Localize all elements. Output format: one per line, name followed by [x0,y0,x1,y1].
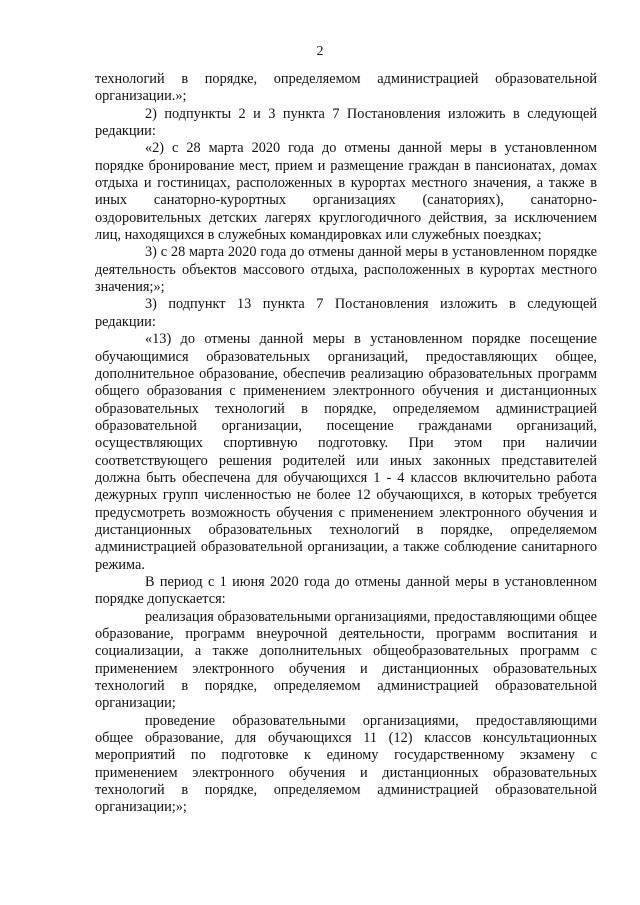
paragraph-continuation: технологий в порядке, определяемом администрацией образовательной организации.»; [95,71,597,105]
paragraph-quote-subitem-13: «13) до отмены данной меры в установленном порядке посещение обучающимися образовательных организаций, предоставляющих общее, дополнительное образование, обеспечив реализацию образовательных программ общего образования с применением электронного обучения и дистанционных образовательных технологий в порядке, определяемом администрацией образовательной организации, посещение гражданами организаций, осуществляющих спортивную подготовку. При этом при наличии соответствующего решения родителей или иных законных представителей должна быть обеспечена для обучающихся 1 - 4 классов включительно работа дежурных групп численностью не более 12 обучающихся, в которых требуется предусмотреть возможность обучения с применением электронного обучения и дистанционных образовательных технологий в порядке, определяемом администрацией образовательной организации, а также соблюдение санитарного режима. [95,331,597,573]
paragraph-quote-subitem-2: «2) с 28 марта 2020 года до отмены данной меры в установленном порядке бронирование мест, прием и размещение граждан в пансионатах, домах отдыха и гостиницах, расположенных в курортах местного значения, а также в иных санаторно-курортных организациях (санаториях), санаторно-оздоровительных детских лагерях круглогодичного действия, за исключением лиц, находящихся в служебных командировках или служебных поездках; [95,140,597,244]
paragraph-implementation: реализация образовательными организациями, предоставляющими общее образование, программ внеурочной деятельности, программ воспитания и социализации, а также дополнительных общеобразовательных программ с применением электронного обучения и дистанционных образовательных технологий в порядке, определяемом администрацией образовательной организации; [95,608,597,712]
paragraph-consultations: проведение образовательными организациями, предоставляющими общее образование, для обучающихся 11 (12) классов консультационных мероприятий по подготовке к единому государственному экзамену с применением электронного обучения и дистанционных образовательных технологий в порядке, определяемом администрацией образовательной организации;»; [95,712,597,816]
document-body [95,71,597,817]
paragraph-item-2: 2) подпункты 2 и 3 пункта 7 Постановления изложить в следующей редакции: [95,105,597,140]
page-number: 2 [316,44,324,59]
paragraph-quote-subitem-3: 3) с 28 марта 2020 года до отмены данной меры в установленном порядке деятельность объектов массового отдыха, расположенных в курортах местного значения;»; [95,244,597,296]
paragraph-item-3: 3) подпункт 13 пункта 7 Постановления изложить в следующей редакции: [95,296,597,330]
paragraph-period-june: В период с 1 июня 2020 года до отмены данной меры в установленном порядке допускается: [95,573,597,608]
